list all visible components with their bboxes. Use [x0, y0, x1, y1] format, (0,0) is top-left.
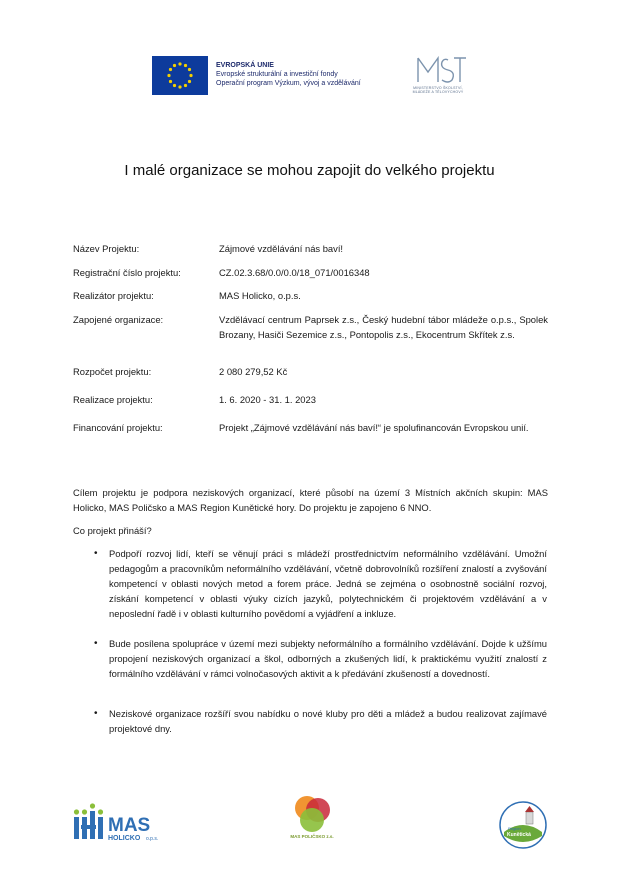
mas-region-label: Region	[508, 826, 521, 831]
bullet-dot-icon: •	[94, 708, 98, 719]
info-label: Název Projektu:	[73, 243, 140, 254]
eu-flag-logo	[152, 56, 208, 95]
info-label: Zapojené organizace:	[73, 314, 164, 325]
bullet-item: Neziskové organizace rozšíří svou nabídku o nové kluby pro děti a mládež a budou realizovat zajímavé projektové dny.	[109, 708, 547, 734]
info-value: 1. 6. 2020 - 31. 1. 2023	[219, 394, 316, 405]
question-heading: Co projekt přináší?	[73, 525, 152, 536]
intro-paragraph: Cílem projektu je podpora neziskových organizací, které působí na území 3 Místních akčních skupin: MAS Holicko, MAS Poličsko a MAS Region Kunětické hory. Do projektu je zapojeno 6 NNO.	[73, 487, 548, 513]
msmt-text	[396, 86, 480, 94]
bullet-item: Podpoří rozvoj lidí, kteří se věnují práci s mládeží prostřednictvím neformálního vzdělávání. Umožní pedagogům a pracovníkům neformálního vzdělávání, včetně dobrovolníků rozšíření znalostí a zvyšování kompetencí v oblasti nových metod a forem práce. Jedná se zejména o osobnostně sociální rozvoj, získání kompetencí v oblasti výuky cizích jazyků, polytechnickém či projektovém vzdělávání a v neposlední řadě i v oblasti kulturního povědomí a vyjádření a inkluze.	[109, 548, 547, 619]
info-label: Financování projektu:	[73, 422, 163, 433]
mas-holicko-title: MAS	[108, 815, 151, 836]
info-label: Registrační číslo projektu:	[73, 267, 181, 278]
eu-title: EVROPSKÁ UNIE	[216, 62, 274, 69]
info-value: 2 080 279,52 Kč	[219, 366, 288, 377]
mas-holicko-logo	[72, 803, 192, 845]
bullet-dot-icon: •	[94, 638, 98, 649]
msmt-line1: MINISTERSTVO ŠKOLSTVÍ,	[413, 86, 463, 90]
page-title: I malé organizace se mohou zapojit do velkého projektu	[124, 162, 495, 179]
msmt-line2: MLÁDEŽE A TĚLOVÝCHOVY	[412, 90, 464, 94]
bullet-dot-icon: •	[94, 548, 98, 559]
mas-holicko-sub: HOLICKO	[108, 835, 141, 842]
mas-kuneticka-logo	[498, 800, 548, 850]
eu-line1: Evropské strukturální a investiční fondy	[216, 71, 338, 78]
info-value: MAS Holicko, o.p.s.	[219, 290, 301, 301]
eu-line2: Operační program Výzkum, vývoj a vzdělávání	[216, 80, 361, 87]
mas-policko-label: MAS POLIČSKO z.s.	[290, 834, 334, 839]
info-label: Realizátor projektu:	[73, 290, 154, 301]
mas-kuneticka-label: Kunětická	[507, 832, 531, 838]
info-value: CZ.02.3.68/0.0/0.0/18_071/0016348	[219, 267, 370, 278]
eu-program-text	[216, 61, 361, 88]
bullet-item: Bude posílena spolupráce v území mezi subjekty neformálního a formálního vzdělávání. Dojde k užšímu propojení neziskových organizací a škol, odborných a zkušených lidí, k praktickému využití znalostí z formálního vzdělávání v rámci volnočasových aktivit a k předávání zkušeností a dovedností.	[109, 638, 547, 679]
info-value: Vzdělávací centrum Paprsek z.s., Český hudební tábor mládeže o.p.s., Spolek Brozany, Hasiči Sezemice z.s., Pontopolis z.s., Ekocentrum Skřítek z.s.	[219, 314, 548, 340]
info-label: Realizace projektu:	[73, 394, 153, 405]
info-label: Rozpočet projektu:	[73, 366, 152, 377]
info-value: Zájmové vzdělávání nás baví!	[219, 243, 344, 254]
mas-holicko-ops: o.p.s.	[146, 836, 159, 842]
info-value: Projekt „Zájmové vzdělávání nás baví!“ je spolufinancován Evropskou unií.	[219, 422, 529, 433]
